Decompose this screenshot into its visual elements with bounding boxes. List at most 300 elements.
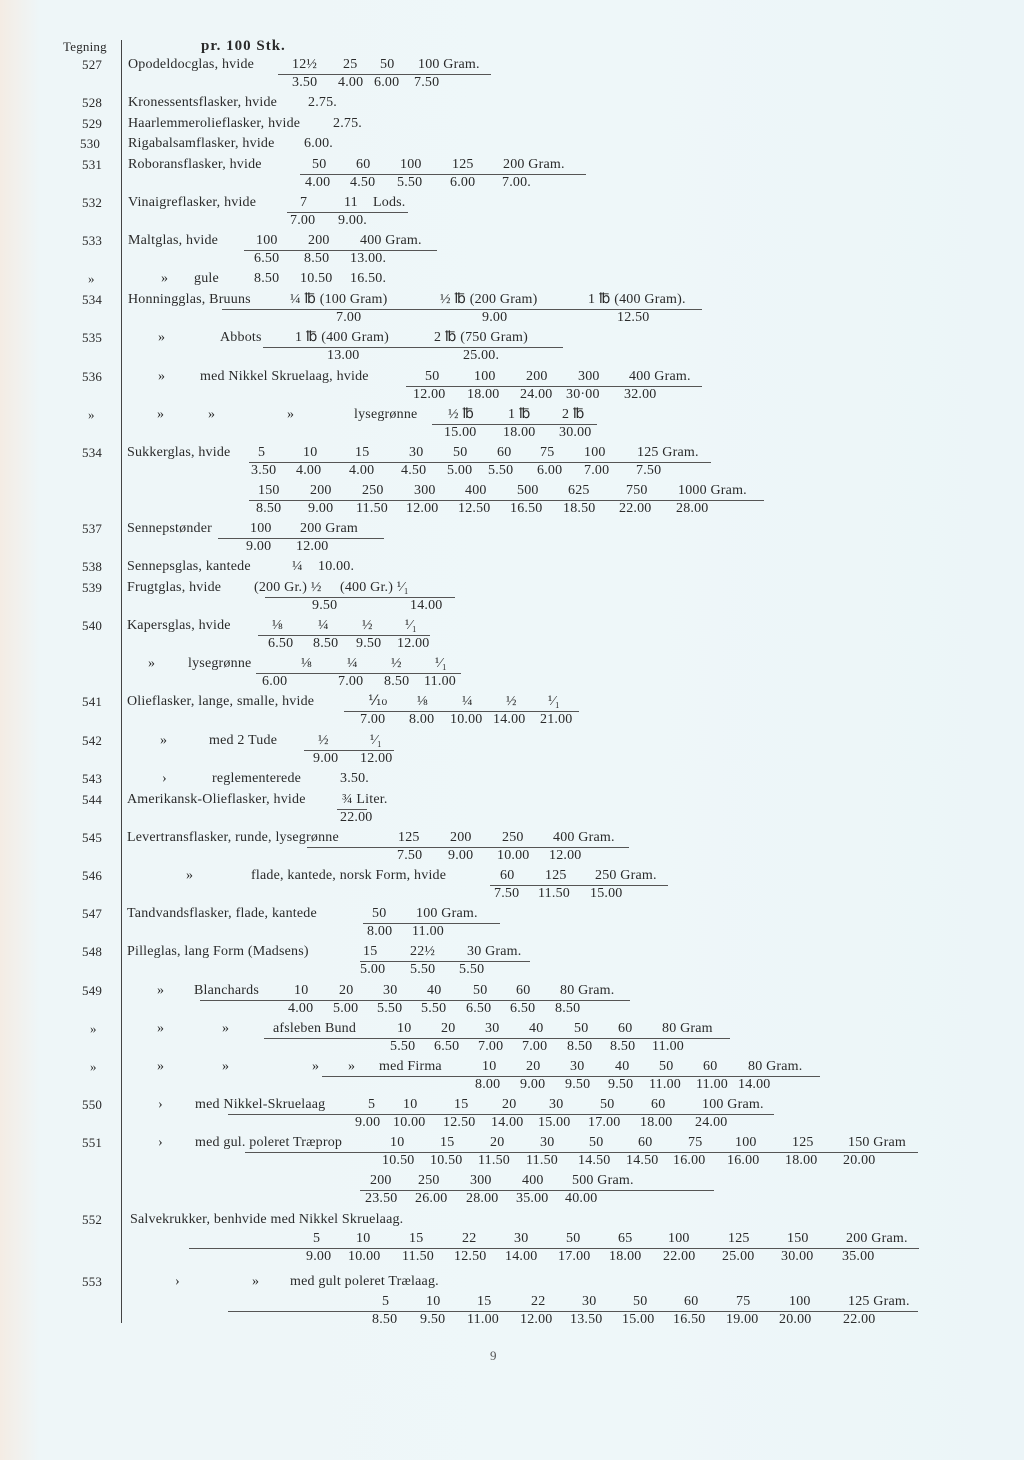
size: 7 [300,195,308,210]
size: 30 [514,1231,529,1246]
size: ¼ [347,656,358,671]
size: 50 [589,1135,604,1150]
price: 5.50 [421,1001,447,1016]
size: 1 ℔ [508,407,531,422]
price: 18.00 [609,1249,642,1264]
price: 21.00 [540,712,573,727]
size: 400 Gram. [553,830,615,845]
ditto-mark: » [90,1021,97,1036]
price: 17.00 [588,1115,621,1130]
price: 10.50 [382,1153,415,1168]
ditto-mark: » [186,868,194,883]
size: 50 [566,1231,581,1246]
ditto-mark: » [208,407,216,422]
size: 50 [574,1021,589,1036]
price: 40.00 [565,1191,598,1206]
price: 5.50 [410,962,436,977]
size: 11 [344,195,358,210]
variant-name: lysegrønne [354,407,418,422]
item-number: 536 [82,369,103,384]
price: 11.50 [526,1153,558,1168]
price: 8.50 [610,1039,636,1054]
size: 250 [362,483,384,498]
variant-name: med gult poleret Trælaag. [290,1274,439,1289]
size: 30 [549,1097,564,1112]
size: 125 [792,1135,814,1150]
size: ⅒ [368,694,388,709]
item-number: 548 [82,944,103,959]
price: 11.00 [424,674,456,689]
size: 60 [497,445,512,460]
size: 1 ℔ (400 Gram) [295,330,389,345]
price: 2.75. [308,95,337,110]
size: ¹⁄₁ [435,656,448,671]
size: 15 [477,1294,492,1309]
price: 10.50 [300,271,333,286]
price: 8.50 [304,251,330,266]
price: 6.50 [434,1039,460,1054]
price: 14.00 [505,1249,538,1264]
price: 8.50 [256,501,282,516]
size: 125 Gram. [848,1294,910,1309]
price: 16.50 [510,501,543,516]
price: 18.50 [563,501,596,516]
price: 19.00 [726,1312,759,1327]
variant-name: Abbots [220,330,262,345]
item-name: Maltglas, hvide [128,233,219,248]
size: 100 [735,1135,757,1150]
size: 12½ [292,57,318,72]
variant-name: flade, kantede, norsk Form, hvide [251,868,447,883]
item-number: 537 [82,521,103,536]
ditto-mark: » [90,1059,97,1074]
price: 8.50 [372,1312,398,1327]
size: 5 [258,445,266,460]
price: 18.00 [640,1115,673,1130]
item-number: 533 [82,233,103,248]
size: 400 [465,483,487,498]
variant-name: med Firma [379,1059,442,1074]
price: 11.00 [652,1039,684,1054]
item-name: Rigabalsamflasker, hvide [128,136,275,151]
price: 5.50 [377,1001,403,1016]
price: 30.00 [559,425,592,440]
size: 150 [258,483,280,498]
price: 3.50 [251,463,277,478]
size: 75 [540,445,555,460]
size: 10 [356,1231,371,1246]
price: 15.00 [538,1115,571,1130]
price: 24.00 [695,1115,728,1130]
price: 7.50 [414,75,440,90]
price: 7.00 [290,213,316,228]
size: 60 [684,1294,699,1309]
price-rule [360,961,530,962]
size: 10 [426,1294,441,1309]
size: 15 [355,445,370,460]
price: 5.00 [360,962,386,977]
size: 200 [450,830,472,845]
price: 10.00 [450,712,483,727]
size: 50 [312,157,327,172]
price: 10.50 [430,1153,463,1168]
price: 5.50 [459,962,485,977]
size: 300 [578,369,600,384]
size: ¼ [318,618,329,633]
size: 60 [638,1135,653,1150]
price: 5.50 [390,1039,416,1054]
size: 100 Gram. [416,906,478,921]
price: 14.00 [491,1115,524,1130]
size: 22½ [410,944,436,959]
price: 11.50 [402,1249,434,1264]
ditto-mark: » [312,1059,320,1074]
size: 75 [736,1294,751,1309]
size: 100 [668,1231,690,1246]
price: 22.00 [340,810,373,825]
price: 7.50 [494,886,520,901]
price: 10.00 [393,1115,426,1130]
price: 9.00 [482,310,508,325]
size: 10 [482,1059,497,1074]
price: 28.00 [466,1191,499,1206]
price: 4.50 [401,463,427,478]
price: 11.00 [649,1077,681,1092]
size: 20 [339,983,354,998]
price: 7.00 [478,1039,504,1054]
price: 9.00 [308,501,334,516]
size: 15 [409,1231,424,1246]
size: 125 Gram. [637,445,699,460]
size: 60 [618,1021,633,1036]
price: 7.00. [502,175,531,190]
price: 3.50 [292,75,318,90]
price: 15.00 [622,1312,655,1327]
size: 5 [313,1231,321,1246]
item-name: Sennepsglas, kantede [127,559,251,574]
size: 400 [522,1173,544,1188]
size: 200 Gram. [846,1231,908,1246]
price: 7.00 [522,1039,548,1054]
variant-name: med 2 Tude [209,733,278,748]
price: 9.00 [520,1077,546,1092]
size: 500 Gram. [572,1173,634,1188]
ditto-mark: » [157,407,165,422]
price: 8.00 [409,712,435,727]
price: 4.00 [296,463,322,478]
size: 200 [310,483,332,498]
size: 125 [728,1231,750,1246]
size: 80 Gram [662,1021,713,1036]
unit-heading: pr. 100 Stk. [201,38,286,54]
price: 5.50 [488,463,514,478]
size: 200 Gram [300,521,358,536]
size: 40 [427,983,442,998]
size: (200 Gr.) ½ [254,580,322,595]
ditto-mark: » [158,369,166,384]
price: 12.00 [520,1312,553,1327]
price: 8.50 [384,674,410,689]
price: 20.00 [779,1312,812,1327]
size: 50 [425,369,440,384]
price: 6.50 [268,636,294,651]
price: 12.00 [360,751,393,766]
size: ¼ [462,694,473,709]
size: 20 [502,1097,517,1112]
size: 15 [454,1097,469,1112]
item-number: 527 [82,57,103,72]
size: 1 ℔ (400 Gram). [588,292,686,307]
size: 25 [343,57,358,72]
size: 60 [500,868,515,883]
item-number: 551 [82,1135,103,1150]
column-label-tegning: Tegning [63,39,107,54]
size: (400 Gr.) ¹⁄₁ [340,580,409,595]
item-name: Sukkerglas, hvide [127,445,231,460]
price: 6.50 [466,1001,492,1016]
item-name: Vinaigreflasker, hvide [128,195,257,210]
size: 5 [382,1294,390,1309]
size: ½ ℔ (200 Gram) [440,292,538,307]
item-name: Olieflasker, lange, smalle, hvide [127,694,315,709]
price: 12.00 [406,501,439,516]
price: 22.00 [619,501,652,516]
price: 32.00 [624,387,657,402]
size: 200 [526,369,548,384]
item-number: 553 [82,1274,103,1289]
size: ½ [318,733,329,748]
price: 11.50 [538,886,570,901]
ditto-mark: » [348,1059,356,1074]
price: 12.50 [458,501,491,516]
size: 10 [390,1135,405,1150]
price: 6.50 [254,251,280,266]
price: 10.00. [318,559,355,574]
price: 13.00. [350,251,387,266]
price: 9.50 [356,636,382,651]
size: 30 [485,1021,500,1036]
size: 60 [356,157,371,172]
ditto-mark: » [287,407,295,422]
price: 6.00 [374,75,400,90]
price: 16.00 [673,1153,706,1168]
price: 10.00 [348,1249,381,1264]
price: 12.00 [549,848,582,863]
size: 100 Gram. [702,1097,764,1112]
item-number: 535 [82,330,103,345]
item-number: 549 [82,983,103,998]
variant-name: med gul. poleret Træprop [195,1135,343,1150]
price-rule [263,347,563,348]
price: 16.50. [350,271,387,286]
item-number: 528 [82,95,103,110]
price-rule [406,386,702,387]
price: 7.50 [397,848,423,863]
item-number: 541 [82,694,103,709]
size: 60 [703,1059,718,1074]
item-name: Salvekrukker, benhvide med Nikkel Skruelaag. [130,1212,404,1227]
size: 500 [517,483,539,498]
size: 125 [545,868,567,883]
size: 65 [618,1231,633,1246]
price: 18.00 [785,1153,818,1168]
size: 10 [294,983,309,998]
item-name: Frugtglas, hvide [127,580,222,595]
item-name: Sennepstønder [127,521,213,536]
size: 10 [403,1097,418,1112]
price: 4.50 [350,175,376,190]
size: 10 [397,1021,412,1036]
price: 6.00 [262,674,288,689]
item-number: 538 [82,559,103,574]
price: 16.00 [727,1153,760,1168]
size: ¼ [292,559,303,574]
price: 12.00 [296,539,329,554]
price: 24.00 [520,387,553,402]
column-divider [121,40,122,1323]
item-number: 534 [82,292,103,307]
variant-name: med Nikkel-Skruelaag [195,1097,326,1112]
price: 9.50 [420,1312,446,1327]
price: 4.00 [288,1001,314,1016]
price: 9.00 [306,1249,332,1264]
price: 3.50. [340,771,369,786]
ditto-mark: » [88,407,95,422]
price: 8.00 [475,1077,501,1092]
size: 22 [531,1294,546,1309]
price: 22.00 [663,1249,696,1264]
size: ¹⁄₁ [548,694,561,709]
item-number: 552 [82,1212,103,1227]
price: 20.00 [843,1153,876,1168]
size: ⅛ [272,618,283,633]
size: 150 [787,1231,809,1246]
item-name: Amerikansk-Olieflasker, hvide [127,792,306,807]
ditto-mark: » [157,983,165,998]
price: 23.50 [365,1191,398,1206]
size: 30 Gram. [467,944,522,959]
size: 2 ℔ (750 Gram) [434,330,528,345]
price: 12.50 [443,1115,476,1130]
price: 7.00 [338,674,364,689]
price: 9.00 [448,848,474,863]
size: 40 [529,1021,544,1036]
ditto-mark: » [157,1059,165,1074]
price: 5.00 [333,1001,359,1016]
price: 35.00 [842,1249,875,1264]
ditto-mark: » [161,271,169,286]
ditto-mark: » [252,1274,260,1289]
price: 9.00 [355,1115,381,1130]
price: 4.00 [349,463,375,478]
size: 100 [256,233,278,248]
item-number: 531 [82,157,103,172]
size: 100 [584,445,606,460]
item-number: 529 [82,116,103,131]
price: 9.00. [338,213,367,228]
price: 14.00 [493,712,526,727]
size: 50 [659,1059,674,1074]
price: 5.50 [397,175,423,190]
item-name: Opodeldocglas, hvide [128,57,255,72]
variant-name: lysegrønne [188,656,252,671]
price: 17.00 [558,1249,591,1264]
size: 30 [570,1059,585,1074]
size: 400 Gram. [629,369,691,384]
size: 200 Gram. [503,157,565,172]
size: 60 [516,983,531,998]
price: 13.50 [570,1312,603,1327]
size: 10 [303,445,318,460]
price: 12.50 [454,1249,487,1264]
ditto-mark: » [158,330,166,345]
size: 100 [474,369,496,384]
price: 28.00 [676,501,709,516]
size: 50 [600,1097,615,1112]
ditto-mark: » [148,656,156,671]
size: 30 [582,1294,597,1309]
price: 13.00 [327,348,360,363]
price-rule [300,174,586,175]
variant-name: reglementerede [212,771,302,786]
size: 250 [418,1173,440,1188]
size: 100 [400,157,422,172]
item-name: Roboransflasker, hvide [128,157,262,172]
size: 5 [368,1097,376,1112]
ditto-mark: › [175,1274,180,1289]
item-number: 543 [82,771,103,786]
price: 8.50 [567,1039,593,1054]
variant-name: Blanchards [194,983,259,998]
variant-name: med Nikkel Skruelaag, hvide [200,369,369,384]
size: 15 [363,944,378,959]
item-name: Tandvandsflasker, flade, kantede [127,906,317,921]
ditto-mark: » [222,1059,230,1074]
price: 8.00 [367,924,393,939]
size: ⅛ [301,656,312,671]
price: 18.00 [467,387,500,402]
item-number: 542 [82,733,103,748]
size: 15 [440,1135,455,1150]
size: ½ [506,694,517,709]
size: ¹⁄₁ [405,618,418,633]
item-number: 539 [82,580,103,595]
item-name: Kronessentsflasker, hvide [128,95,278,110]
price: 26.00 [415,1191,448,1206]
size: 625 [568,483,590,498]
ditto-mark: › [162,771,167,786]
price: 7.50 [636,463,662,478]
price: 9.50 [608,1077,634,1092]
size: 200 [370,1173,392,1188]
item-number: 532 [82,195,103,210]
size: 50 [380,57,395,72]
ditto-mark: › [158,1097,163,1112]
price: 12.00 [413,387,446,402]
size: 250 Gram. [595,868,657,883]
size: 30 [383,983,398,998]
size: 80 Gram. [560,983,615,998]
price: 4.00 [338,75,364,90]
size: Lods. [373,195,406,210]
variant-name: afsleben Bund [273,1021,357,1036]
size: ⅛ [417,694,428,709]
price: 9.00 [246,539,272,554]
ditto-mark: » [160,733,168,748]
size: 50 [453,445,468,460]
size: ¼ ℔ (100 Gram) [290,292,388,307]
size: ¹⁄₁ [370,733,383,748]
